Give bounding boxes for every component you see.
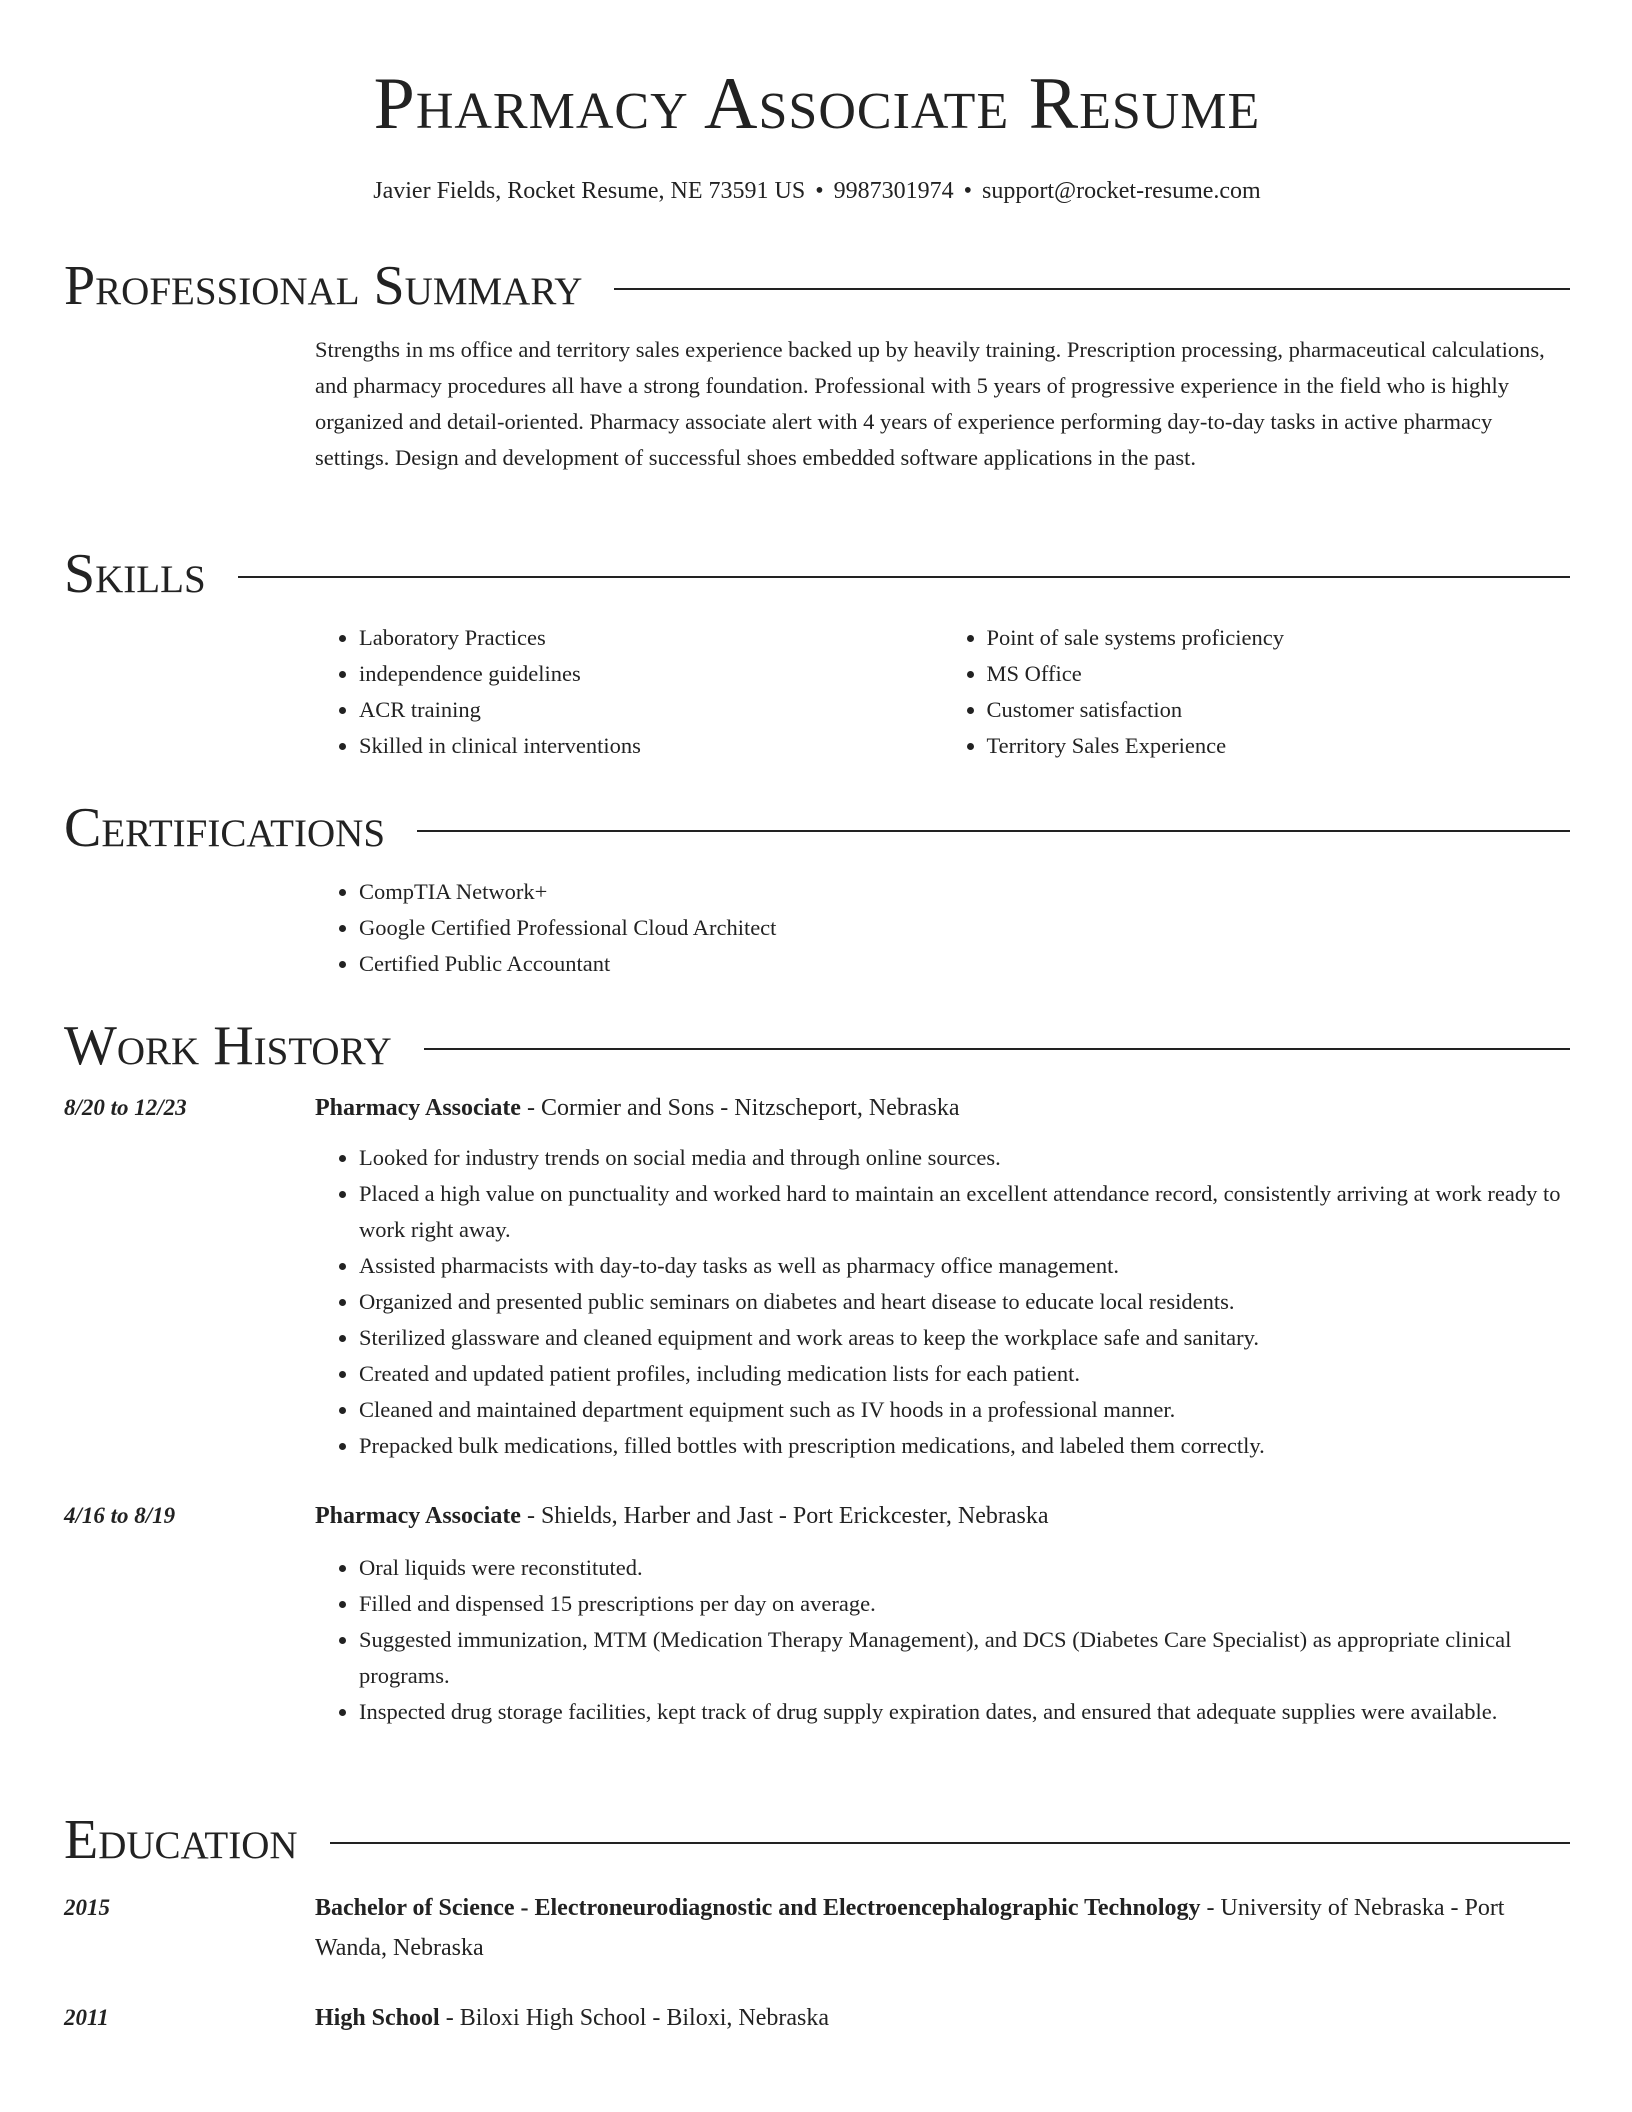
education-entry xyxy=(64,1888,1570,1968)
job-entry xyxy=(64,1088,1570,1464)
contact-phone: 9987301974 xyxy=(833,178,954,204)
section-title: Professional Summary xyxy=(64,255,583,317)
job-bullet: • Inspected drug storage facilities, kept track of drug supply expiration dates, and ensured that adequate supplies were available. xyxy=(359,1694,1570,1730)
section-header xyxy=(64,796,1570,860)
job-entry xyxy=(64,1496,1570,1730)
section-certifications xyxy=(64,796,1570,982)
job-bullet: • Organized and presented public seminars on diabetes and heart disease to educate local residents. xyxy=(359,1284,1570,1320)
job-heading xyxy=(315,1088,1570,1128)
job-bullet: • Placed a high value on punctuality and worked hard to maintain an excellent attendance record, consistently arriving at work ready to work right away. xyxy=(359,1176,1570,1248)
job-heading xyxy=(315,1496,1570,1536)
section-skills xyxy=(64,542,1570,764)
section-header xyxy=(64,1014,1570,1078)
job-bullet: • Prepacked bulk medications, filled bottles with prescription medications, and labeled them correctly. xyxy=(359,1428,1570,1464)
job-title: Pharmacy Associate xyxy=(315,1095,521,1121)
section-professional-summary xyxy=(64,254,1570,476)
section-title: Certifications xyxy=(64,797,386,859)
summary-text: Strengths in ms office and territory sales experience backed up by heavily training. Prescription processing, pharmaceutical calculations, and pharmacy procedures all have a strong foundation. Professional with 5 years of progressive experience in the field who is highly organized and detail-oriented. Pharmacy associate alert with 4 years of experience performing day-to-day tasks in active pharmacy settings. Design and development of successful shoes embedded software applications in the past. xyxy=(315,337,1545,470)
resume-title: Pharmacy Associate Resume xyxy=(373,63,1261,145)
skill-item: • independence guidelines xyxy=(359,656,943,692)
section-divider xyxy=(424,1048,1570,1050)
job-body xyxy=(315,1088,1570,1464)
certification-item: • Certified Public Accountant xyxy=(359,946,1570,982)
education-degree: Bachelor of Science - Electroneurodiagnostic and Electroencephalographic Technology xyxy=(315,1895,1201,1921)
contact-address: Javier Fields, Rocket Resume, NE 73591 US xyxy=(373,178,806,204)
section-header xyxy=(64,254,1570,318)
job-bullet: • Looked for industry trends on social media and through online sources. xyxy=(359,1140,1570,1176)
job-bullet: • Sterilized glassware and cleaned equipment and work areas to keep the workplace safe and sanitary. xyxy=(359,1320,1570,1356)
job-bullets xyxy=(315,1550,1570,1730)
skill-item: • ACR training xyxy=(359,692,943,728)
section-title: Education xyxy=(64,1809,298,1871)
job-dates: 8/20 to 12/23 xyxy=(64,1095,187,1120)
skill-item: • Laboratory Practices xyxy=(359,620,943,656)
section-divider xyxy=(238,576,1570,578)
education-body xyxy=(315,1888,1570,1968)
job-employer: - Shields, Harber and Jast - Port Erickcester, Nebraska xyxy=(520,1503,1049,1529)
job-bullet: • Created and updated patient profiles, including medication lists for each patient. xyxy=(359,1356,1570,1392)
section-title: Skills xyxy=(64,543,206,605)
contact-separator: • xyxy=(815,178,824,204)
skill-item: • MS Office xyxy=(987,656,1571,692)
job-bullet: • Assisted pharmacists with day-to-day tasks as well as pharmacy office management. xyxy=(359,1248,1570,1284)
education-heading xyxy=(315,1888,1570,1968)
contact-line xyxy=(64,174,1570,208)
skill-item: • Point of sale systems proficiency xyxy=(987,620,1571,656)
education-year: 2011 xyxy=(64,2005,109,2030)
section-divider xyxy=(417,830,1570,832)
education-heading xyxy=(315,1998,1570,2038)
certification-item: • Google Certified Professional Cloud Architect xyxy=(359,910,1570,946)
education-school: - Biloxi High School - Biloxi, Nebraska xyxy=(439,2005,829,2031)
job-bullets xyxy=(315,1140,1570,1464)
certifications-col xyxy=(315,874,1570,982)
education-school: - University of Nebraska - Port Wanda, Nebraska xyxy=(315,1895,1505,1961)
job-bullet: • Cleaned and maintained department equipment such as IV hoods in a professional manner. xyxy=(359,1392,1570,1428)
section-divider xyxy=(614,288,1570,290)
section-work-history xyxy=(64,1014,1570,1730)
skills-list-right xyxy=(943,620,1571,764)
section-divider xyxy=(330,1842,1570,1844)
section-title: Work History xyxy=(64,1015,392,1077)
job-bullet: • Oral liquids were reconstituted. xyxy=(359,1550,1570,1586)
skill-item: • Skilled in clinical interventions xyxy=(359,728,943,764)
skill-item: • Territory Sales Experience xyxy=(987,728,1571,764)
education-body xyxy=(315,1998,1570,2038)
job-employer: - Cormier and Sons - Nitzscheport, Nebraska xyxy=(520,1095,960,1121)
job-body xyxy=(315,1496,1570,1730)
skills-list-left xyxy=(315,620,943,764)
certifications-list xyxy=(315,874,1570,982)
education-entry xyxy=(64,1998,1570,2038)
job-dates: 4/16 to 8/19 xyxy=(64,1503,176,1528)
skills-grid xyxy=(315,620,1570,764)
education-degree: High School xyxy=(315,2005,440,2031)
certification-item: • CompTIA Network+ xyxy=(359,874,1570,910)
education-year: 2015 xyxy=(64,1895,110,1920)
contact-separator: • xyxy=(963,178,973,204)
skill-item: • Customer satisfaction xyxy=(987,692,1571,728)
section-education xyxy=(64,1808,1570,2038)
job-bullet: • Filled and dispensed 15 prescriptions per day on average. xyxy=(359,1586,1570,1622)
job-title: Pharmacy Associate xyxy=(315,1503,521,1529)
section-header xyxy=(64,1808,1570,1872)
contact-email: support@rocket-resume.com xyxy=(982,178,1261,204)
job-bullet: • Suggested immunization, MTM (Medication Therapy Management), and DCS (Diabetes Care Specialist) as appropriate clinical programs. xyxy=(359,1622,1570,1694)
section-header xyxy=(64,542,1570,606)
